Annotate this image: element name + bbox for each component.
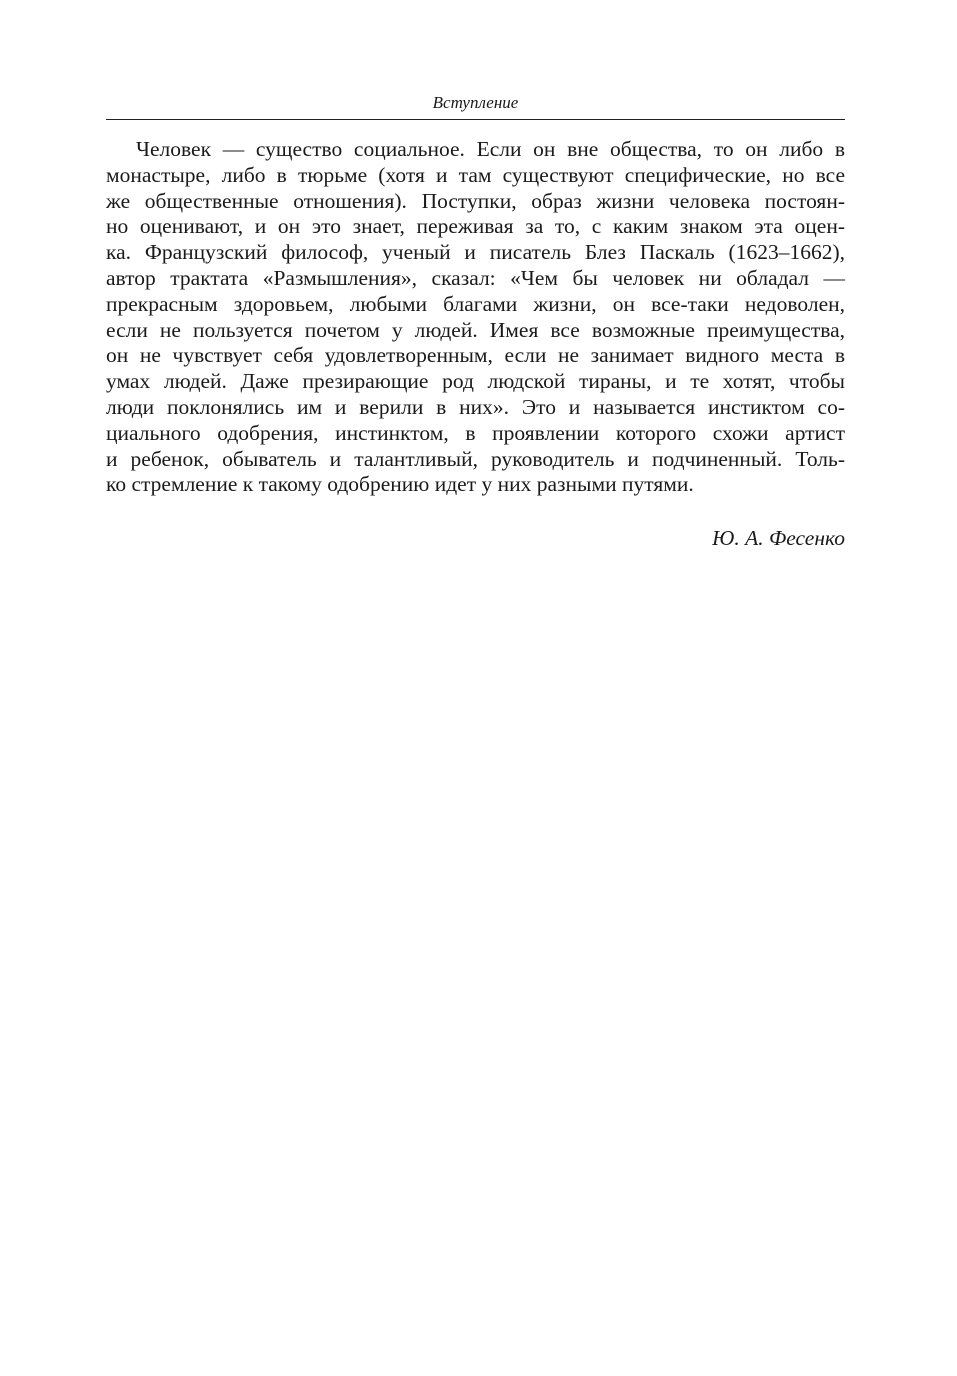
- text-line: Человек — существо социальное. Если он вне общества, то он либо в: [136, 137, 845, 161]
- text-line: автор трактата «Размышления», сказал: «Чем бы человек ни обладал —: [106, 265, 845, 290]
- text-line: монастыре, либо в тюрьме (хотя и там существуют специфические, но все: [106, 162, 845, 187]
- body-paragraph: [106, 137, 845, 498]
- text-line: ка. Французский философ, ученый и писатель Блез Паскаль (1623–1662),: [106, 240, 845, 265]
- text-line: если не пользуется почетом у людей. Имея все возможные преимущества,: [106, 317, 845, 342]
- text-line: прекрасным здоровьем, любыми благами жизни, он все-таки недоволен,: [106, 291, 845, 316]
- text-line: умах людей. Даже презирающие род людской тираны, и те хотят, чтобы: [106, 369, 845, 394]
- text-line: ко стремление к такому одобрению идет у них разными путями.: [106, 472, 694, 497]
- text-line: циального одобрения, инстинктом, в проявлении которого схожи артист: [106, 420, 845, 445]
- text-line: и ребенок, обыватель и талантливый, руководитель и подчиненный. Толь-: [106, 446, 845, 471]
- text-line: же общественные отношения). Поступки, образ жизни человека постоян-: [106, 188, 845, 213]
- text-line: люди поклонялись им и верили в них». Это и называется инстиктом со-: [106, 394, 845, 419]
- text-line: он не чувствует себя удовлетворенным, если не занимает видного места в: [106, 343, 845, 368]
- author-signature: Ю. А. Фесенко: [712, 526, 845, 550]
- text-line: но оценивают, и он это знает, переживая за то, с каким знаком эта оцен-: [106, 214, 845, 239]
- running-header: Вступление: [106, 91, 845, 120]
